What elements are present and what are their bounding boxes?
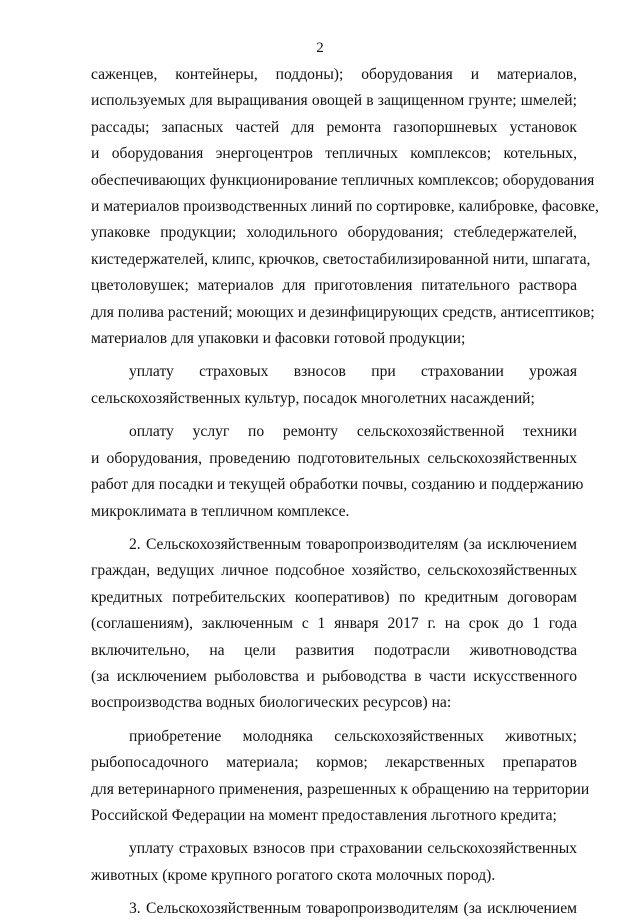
text-line: работ для посадки и текущей обработки почвы, созданию и поддержанию — [91, 476, 584, 494]
text-line: граждан, ведущих личное подсобное хозяйство, сельскохозяйственных — [91, 562, 577, 580]
text-line: уплату страховых взносов при страховании урожая — [129, 363, 577, 381]
text-line: кистедержателей, клипс, крючков, светостабилизированной нити, шпагата, — [91, 250, 591, 268]
paragraph — [91, 724, 590, 830]
text-line: сельскохозяйственных культур, посадок многолетних насаждений; — [91, 389, 535, 407]
text-line: и оборудования, проведению подготовительных сельскохозяйственных — [91, 449, 577, 467]
paragraph — [91, 359, 577, 412]
paragraph — [91, 419, 584, 525]
text-line: саженцев, контейнеры, поддоны); оборудования и материалов, — [91, 66, 577, 83]
text-line: уплату страховых взносов при страховании сельскохозяйственных — [129, 840, 577, 858]
text-line: включительно, на цели развития подотрасли животноводства — [91, 641, 577, 659]
text-line: микроклимата в тепличном комплексе. — [91, 502, 350, 520]
text-line: приобретение молодняка сельскохозяйственных животных; — [129, 727, 577, 745]
text-line: для полива растений; моющих и дезинфицирующих средств, антисептиков; — [91, 303, 595, 321]
text-line: 2. Сельскохозяйственным товаропроизводителям (за исключением — [129, 535, 577, 553]
text-line: обеспечивающих функционирование тепличных комплексов; оборудования — [91, 171, 595, 189]
text-line: используемых для выращивания овощей в защищенном грунте; шмелей; — [91, 92, 577, 110]
text-line: Российской Федерации на момент предоставления льготного кредита; — [91, 806, 557, 824]
text-line: кредитных потребительских кооперативов) по кредитным договорам — [91, 588, 577, 606]
text-line: 3. Сельскохозяйственным товаропроизводителям (за исключением — [129, 900, 577, 918]
paragraph — [91, 532, 577, 717]
text-line: и материалов производственных линий по сортировке, калибровке, фасовке, — [91, 198, 599, 216]
text-line: рассады; запасных частей для ремонта газопоршневых установок — [91, 118, 577, 136]
paragraph — [91, 836, 577, 889]
text-line: животных (кроме крупного рогатого скота молочных пород). — [91, 866, 496, 884]
document-body — [91, 62, 599, 923]
text-line: материалов для упаковки и фасовки готовой продукции; — [91, 330, 466, 348]
text-line: для ветеринарного применения, разрешенных к обращению на территории — [91, 780, 590, 798]
text-line: (соглашениям), заключенным с 1 января 2017 г. на срок до 1 года — [91, 615, 577, 633]
text-line: и оборудования энергоцентров тепличных комплексов; котельных, — [91, 145, 577, 163]
text-line: упаковке продукции; холодильного оборудования; стебледержателей, — [91, 224, 577, 242]
text-line: оплату услуг по ремонту сельскохозяйственной техники — [129, 423, 577, 441]
paragraph — [91, 896, 577, 922]
page-number: 2 — [316, 40, 324, 56]
text-line: рыбопосадочного материала; кормов; лекарственных препаратов — [91, 754, 577, 772]
paragraph — [91, 62, 599, 352]
text-line: (за исключением рыболовства и рыбоводства в части искусственного — [91, 667, 577, 685]
text-line: цветоловушек; материалов для приготовления питательного раствора — [91, 277, 577, 295]
text-line: воспроизводства водных биологических ресурсов) на: — [91, 694, 452, 712]
